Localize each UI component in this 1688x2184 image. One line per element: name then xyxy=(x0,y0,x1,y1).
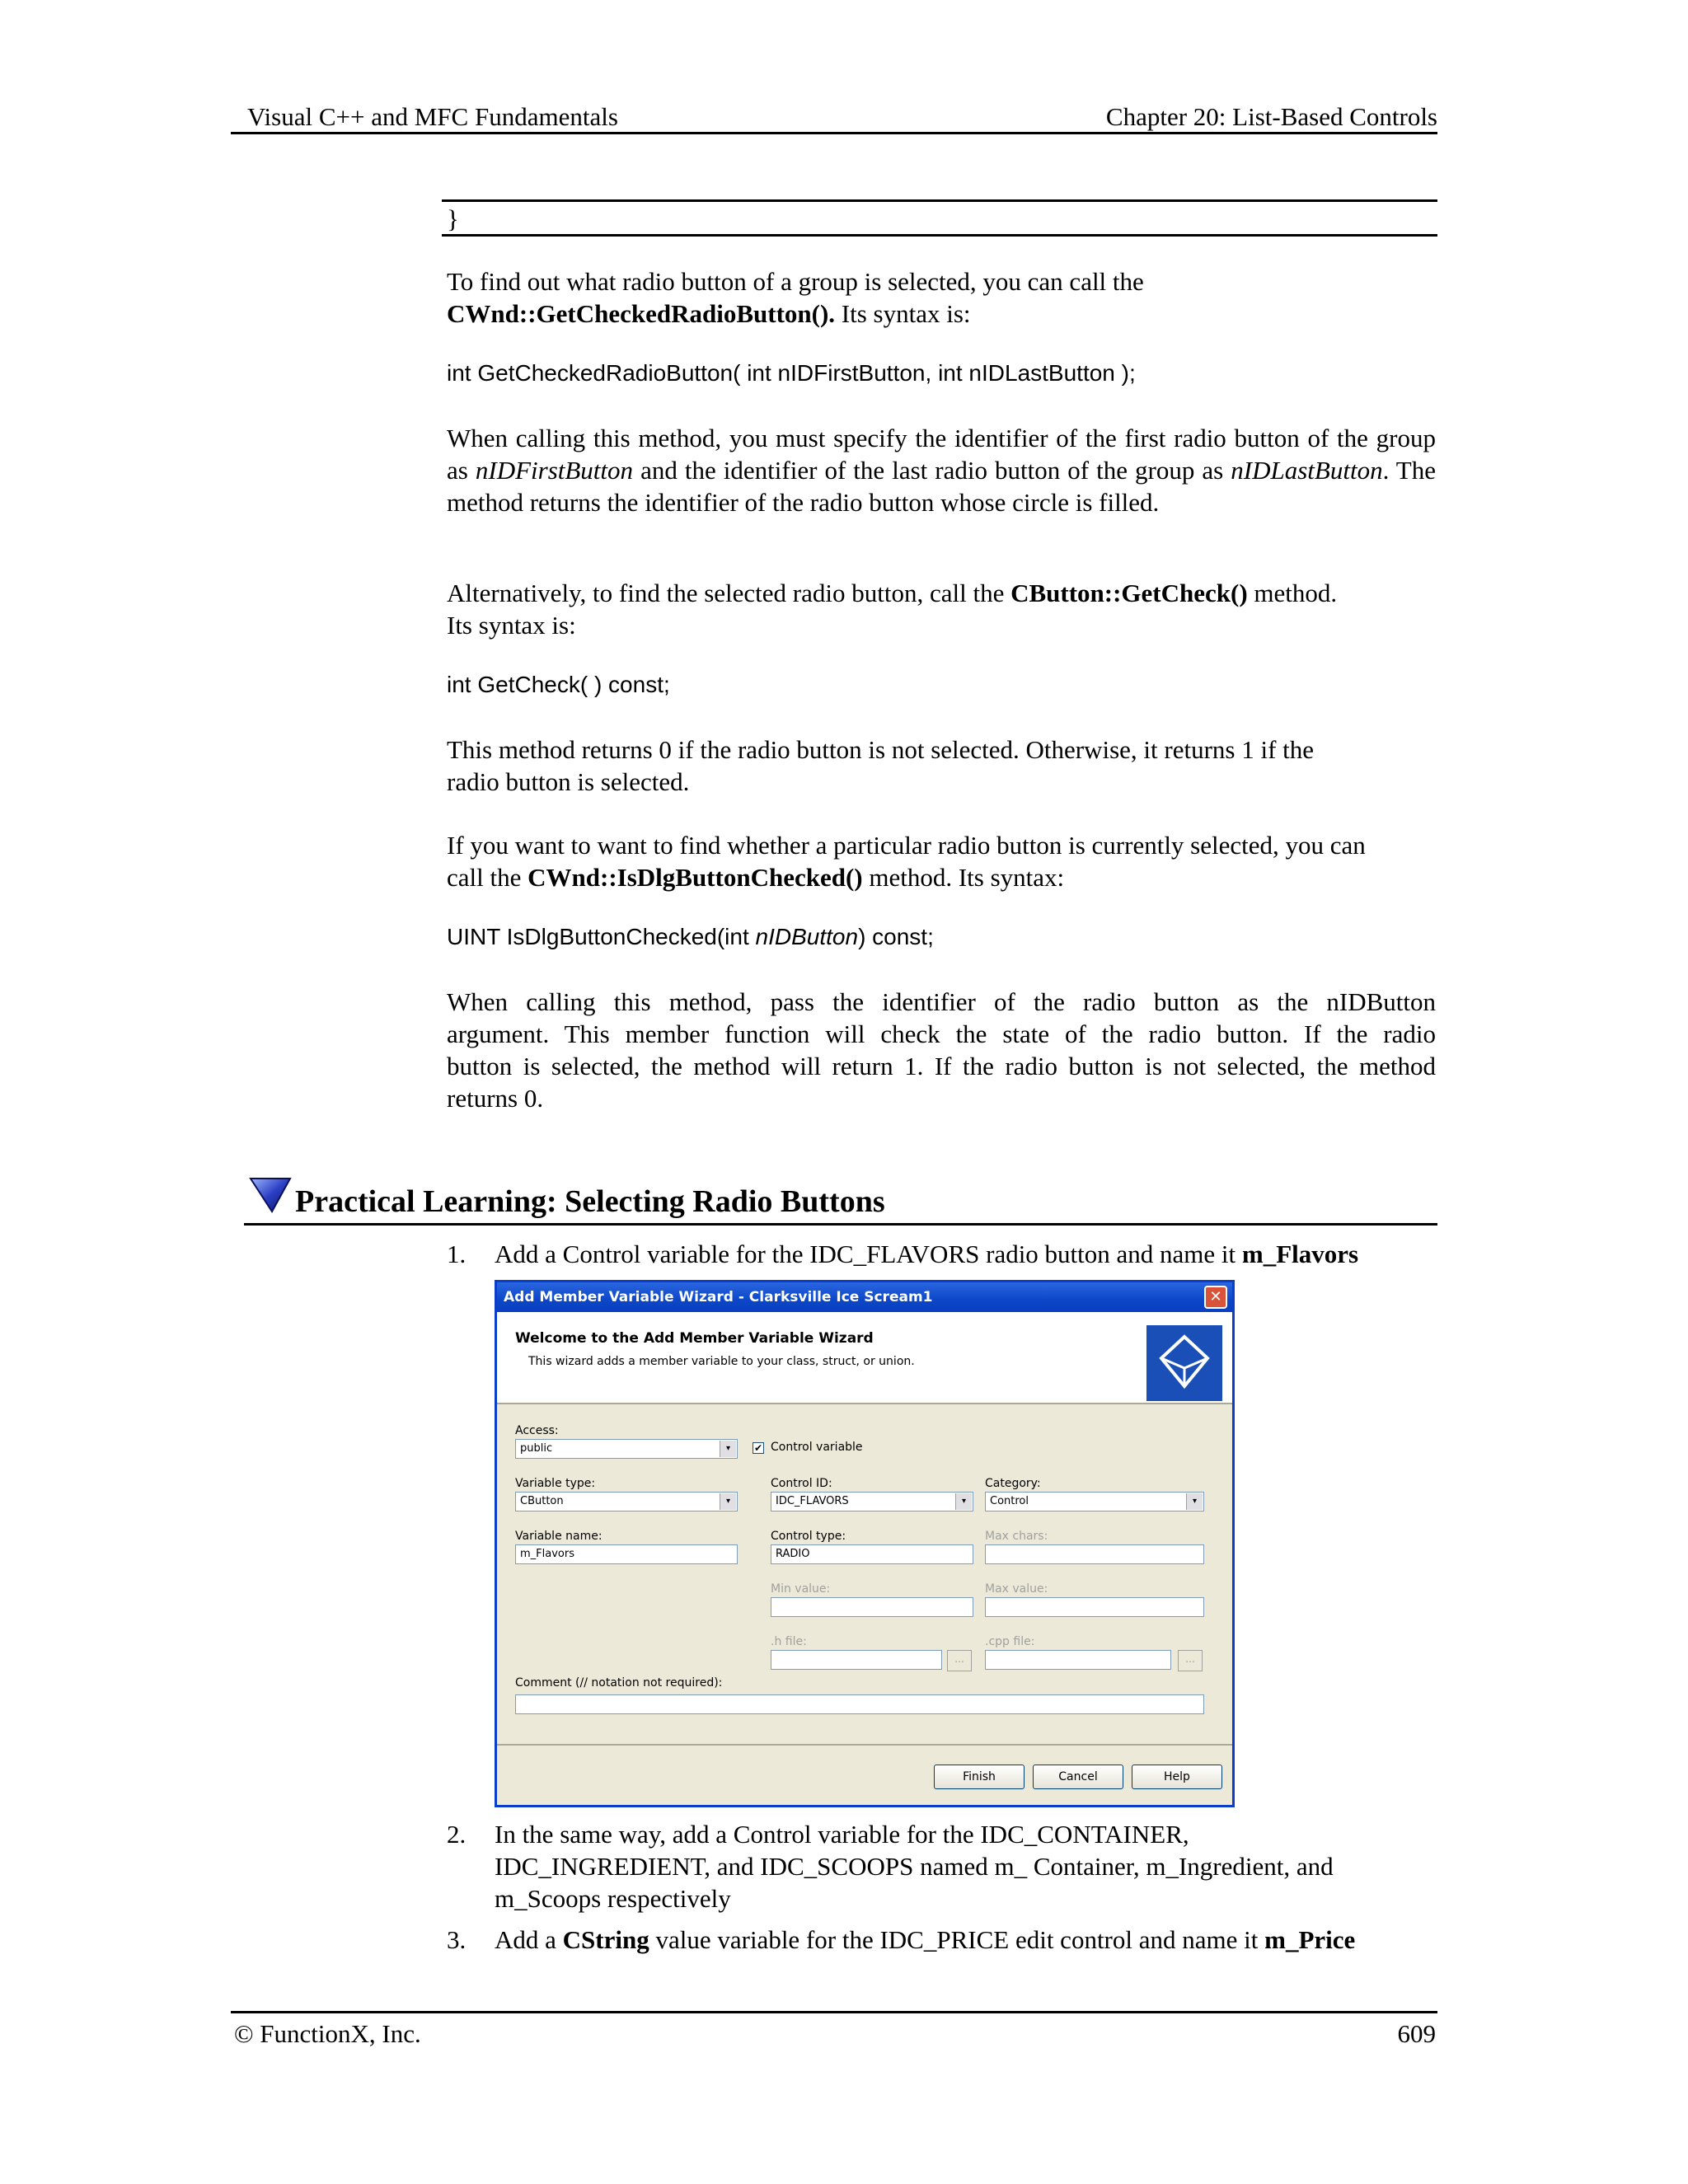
paragraph-alternatively xyxy=(447,577,1436,641)
p6-line-2: argument. This member function will check the state of the radio button. If the radio xyxy=(447,1019,1436,1048)
max-chars-input[interactable] xyxy=(985,1544,1204,1564)
footer-rule xyxy=(231,2011,1437,2013)
code-is-dlg-button-checked xyxy=(447,921,934,953)
step-3-text-b: value variable for the IDC_PRICE edit control and name it xyxy=(649,1925,1265,1954)
chevron-down-icon: ▾ xyxy=(720,1493,736,1510)
p1-bold-method: CWnd::GetCheckedRadioButton(). xyxy=(447,299,836,328)
dialog-title-bar: Add Member Variable Wizard - Clarksville Ice Scream1 xyxy=(497,1282,1232,1312)
p5-line-1: If you want to want to find whether a particular radio button is currently selected, you can xyxy=(447,831,1366,860)
variable-type-dropdown[interactable] xyxy=(515,1492,738,1511)
step-3-bold-m-price: m_Price xyxy=(1264,1925,1356,1954)
add-member-variable-wizard-dialog xyxy=(495,1280,1235,1807)
p6-line-1: When calling this method, pass the identifier of the radio button as the nIDButton xyxy=(447,987,1436,1016)
p3-bold-method: CButton::GetCheck() xyxy=(1010,579,1248,607)
step-2-text xyxy=(495,1818,1334,1915)
p1-line-1: To find out what radio button of a group is selected, you can call the xyxy=(447,267,1144,296)
variable-name-label: Variable name: xyxy=(515,1530,603,1543)
code3-part-a: UINT IsDlgButtonChecked(int xyxy=(447,924,756,949)
control-id-dropdown[interactable] xyxy=(771,1492,973,1511)
paragraph-calling-method xyxy=(447,422,1436,518)
chevron-down-icon: ▾ xyxy=(955,1493,972,1510)
code-box-bottom-rule xyxy=(442,234,1437,237)
finish-button[interactable]: Finish xyxy=(934,1765,1025,1789)
control-id-value: IDC_FLAVORS xyxy=(776,1495,849,1507)
p5-part-b: method. Its syntax: xyxy=(862,863,1065,892)
section-title: Practical Learning: Selecting Radio Buttons xyxy=(295,1184,885,1219)
step-3-text-a: Add a xyxy=(495,1925,563,1954)
page-number: 609 xyxy=(1397,2019,1436,2048)
h-file-input[interactable] xyxy=(771,1650,942,1670)
access-dropdown[interactable] xyxy=(515,1439,738,1459)
code-get-check: int GetCheck( ) const; xyxy=(447,672,670,697)
control-type-label: Control type: xyxy=(771,1530,846,1543)
p3-part-a: Alternatively, to find the selected radio button, call the xyxy=(447,579,1011,607)
chevron-down-icon: ▾ xyxy=(720,1441,736,1457)
control-id-label: Control ID: xyxy=(771,1477,832,1490)
category-dropdown[interactable] xyxy=(985,1492,1204,1511)
dialog-separator xyxy=(497,1744,1232,1746)
running-header-left: Visual C++ and MFC Fundamentals xyxy=(247,102,618,131)
code3-italic-param: nIDButton xyxy=(755,924,859,949)
cpp-file-input[interactable] xyxy=(985,1650,1171,1670)
wizard-subheading: This wizard adds a member variable to your class, struct, or union. xyxy=(528,1355,915,1368)
p2-part-c: . The method returns the identifier of the radio button whose circle is filled. xyxy=(447,456,1436,517)
p1-line-2-rest: Its syntax is: xyxy=(835,299,971,328)
code-box-top-rule xyxy=(442,199,1437,202)
access-value: public xyxy=(520,1442,553,1455)
running-header-right: Chapter 20: List-Based Controls xyxy=(1105,102,1437,131)
help-button[interactable]: Help xyxy=(1132,1765,1222,1789)
min-value-input[interactable] xyxy=(771,1597,973,1617)
step-3-bold-cstring: CString xyxy=(562,1925,649,1954)
h-file-label: .h file: xyxy=(771,1635,807,1648)
p2-part-a: When calling this method, you must specify the identifier of the first radio button of the group as xyxy=(447,424,1436,485)
cancel-button[interactable]: Cancel xyxy=(1033,1765,1123,1789)
variable-name-input[interactable]: m_Flavors xyxy=(515,1544,738,1564)
h-file-browse-button[interactable]: ... xyxy=(947,1650,972,1671)
step-3-text xyxy=(495,1924,1355,1956)
p2-part-b: and the identifier of the last radio button of the group as xyxy=(633,456,1231,485)
p5-part-a: call the xyxy=(447,863,528,892)
access-label: Access: xyxy=(515,1424,559,1437)
step-2-line-3: m_Scoops respectively xyxy=(495,1884,731,1913)
header-rule xyxy=(231,132,1437,134)
step-1-text xyxy=(495,1238,1358,1270)
paragraph-pass-identifier xyxy=(447,986,1436,1114)
p6-line-3: button is selected, the method will return 1. If the radio button is not selected, the method xyxy=(447,1052,1436,1080)
p3-line-2: Its syntax is: xyxy=(447,611,576,640)
step-1-bold: m_Flavors xyxy=(1241,1240,1359,1268)
max-chars-label: Max chars: xyxy=(985,1530,1048,1543)
step-2-number: 2. xyxy=(447,1820,467,1849)
wizard-logo-icon xyxy=(1146,1325,1222,1401)
paragraph-is-dlg-button-checked xyxy=(447,829,1436,893)
wizard-cube-icon xyxy=(1146,1325,1222,1401)
wizard-heading: Welcome to the Add Member Variable Wizard xyxy=(515,1330,874,1347)
paragraph-get-checked xyxy=(447,265,1436,330)
step-3-number: 3. xyxy=(447,1925,467,1954)
step-1-text-a: Add a Control variable for the IDC_FLAVORS radio button and name it xyxy=(495,1240,1242,1268)
p4-line-1: This method returns 0 if the radio button is not selected. Otherwise, it returns 1 if the xyxy=(447,735,1315,764)
code-get-checked-radio-button: int GetCheckedRadioButton( int nIDFirstButton, int nIDLastButton ); xyxy=(447,360,1136,386)
step-1-number: 1. xyxy=(447,1240,467,1268)
control-variable-checkbox[interactable]: ✔ xyxy=(753,1442,763,1454)
category-value: Control xyxy=(990,1495,1029,1507)
step-2-line-1: In the same way, add a Control variable for the IDC_CONTAINER, xyxy=(495,1820,1189,1849)
max-value-label: Max value: xyxy=(985,1582,1048,1596)
chevron-down-icon: ▾ xyxy=(1186,1493,1203,1510)
max-value-input[interactable] xyxy=(985,1597,1204,1617)
code3-part-b: ) const; xyxy=(858,924,934,949)
p5-bold-method: CWnd::IsDlgButtonChecked() xyxy=(528,863,863,892)
close-icon[interactable]: ✕ xyxy=(1204,1286,1227,1309)
min-value-label: Min value: xyxy=(771,1582,831,1596)
practical-learning-arrow-icon xyxy=(249,1175,292,1213)
comment-label: Comment (// notation not required): xyxy=(515,1676,723,1690)
variable-type-value: CButton xyxy=(520,1495,564,1507)
control-type-field[interactable]: RADIO xyxy=(771,1544,973,1564)
p2-italic-last: nIDLastButton xyxy=(1231,456,1383,485)
category-label: Category: xyxy=(985,1477,1041,1490)
paragraph-returns xyxy=(447,733,1436,798)
cpp-file-browse-button[interactable]: ... xyxy=(1178,1650,1203,1671)
footer-copyright: © FunctionX, Inc. xyxy=(234,2019,421,2048)
p4-line-2: radio button is selected. xyxy=(447,767,690,796)
wizard-banner xyxy=(497,1312,1232,1404)
p3-part-b: method. xyxy=(1247,579,1338,607)
variable-type-label: Variable type: xyxy=(515,1477,596,1490)
control-variable-label: Control variable xyxy=(771,1441,863,1454)
code-closing-brace: } xyxy=(447,204,459,233)
p6-line-4: returns 0. xyxy=(447,1084,544,1113)
section-rule xyxy=(244,1223,1437,1226)
comment-input[interactable] xyxy=(515,1694,1204,1714)
cpp-file-label: .cpp file: xyxy=(985,1635,1035,1648)
step-2-line-2: IDC_INGREDIENT, and IDC_SCOOPS named m_ Container, m_Ingredient, and xyxy=(495,1852,1334,1881)
p2-italic-first: nIDFirstButton xyxy=(475,456,634,485)
